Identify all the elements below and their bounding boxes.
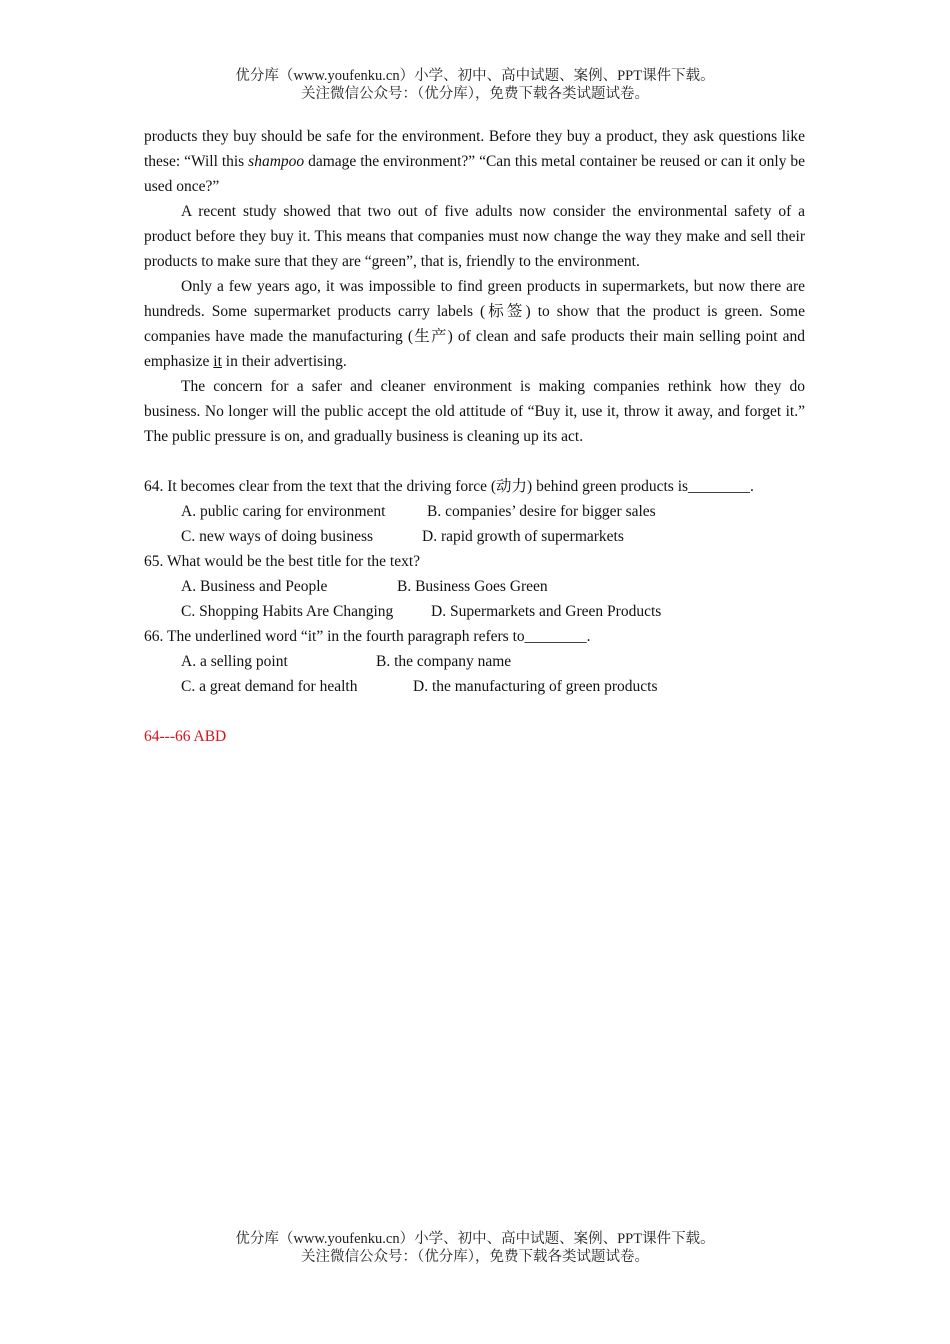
options-row-ab — [181, 649, 805, 674]
question-64 — [144, 474, 805, 549]
passage-paragraph-1 — [144, 124, 805, 199]
question-stem: 66. The underlined word “it” in the fourth paragraph refers to________. — [144, 628, 591, 645]
passage-text: Only a few years ago, it was impossible to find green products in supermarkets, but now there are hundreds. Some supermarket products carry labels (标签) to show that the product is green. Some companies have made the manufacturing (生产) of clean and safe products their main selling point and emphasize — [144, 278, 805, 370]
page-header — [0, 67, 950, 103]
option-c: C. Shopping Habits Are Changing — [181, 603, 394, 620]
passage-text: products they buy should be safe for the environment. Before they buy a product, they ask questions like these: “Will this — [144, 128, 805, 170]
question-stem: 64. It becomes clear from the text that the driving force (动力) behind green products is________. — [144, 478, 754, 495]
option-b: B. the company name — [376, 653, 512, 670]
question-65 — [144, 549, 805, 624]
option-b: B. Business Goes Green — [397, 578, 548, 595]
page-footer — [0, 1230, 950, 1266]
options-row-ab — [181, 499, 805, 524]
option-a: A. Business and People — [181, 578, 328, 595]
option-c: C. new ways of doing business — [181, 528, 374, 545]
option-c: C. a great demand for health — [181, 678, 358, 695]
option-a: A. a selling point — [181, 653, 288, 670]
footer-line-2: 关注微信公众号：（优分库），免费下载各类试题试卷。 — [301, 1249, 649, 1265]
options-row-cd — [181, 524, 805, 549]
footer-line-1: 优分库（www.youfenku.cn）小学、初中、高中试题、案例、PPT课件下载。 — [235, 1231, 715, 1247]
spacer — [144, 449, 805, 474]
passage-paragraph-4: The concern for a safer and cleaner environment is making companies rethink how they do business. No longer will the public accept the old attitude of “Buy it, use it, throw it away, and forget it.” The public pressure is on, and gradually business is cleaning up its act. — [144, 378, 805, 445]
header-line-1: 优分库（www.youfenku.cn）小学、初中、高中试题、案例、PPT课件下载。 — [235, 68, 715, 84]
option-d: D. rapid growth of supermarkets — [422, 528, 624, 545]
question-stem: 65. What would be the best title for the text? — [144, 553, 421, 570]
passage-paragraph-3 — [144, 274, 805, 374]
option-d: D. Supermarkets and Green Products — [431, 603, 662, 620]
option-d: D. the manufacturing of green products — [413, 678, 658, 695]
options-row-cd — [181, 599, 805, 624]
question-66 — [144, 624, 805, 699]
header-line-2: 关注微信公众号：（优分库），免费下载各类试题试卷。 — [301, 86, 649, 102]
answer-key: 64---66 ABD — [144, 728, 227, 745]
passage-text: damage the environment?” “Can this metal container be reused or can it only be used once?” — [144, 153, 806, 195]
passage-text: in their advertising. — [221, 353, 347, 370]
passage-paragraph-2: A recent study showed that two out of five adults now consider the environmental safety of a product before they buy it. This means that companies must now change the way they make and sell their products to make sure that they are “green”, that is, friendly to the environment. — [144, 203, 805, 270]
option-b: B. companies’ desire for bigger sales — [427, 503, 656, 520]
italic-word-shampoo: shampoo — [248, 153, 305, 170]
option-a: A. public caring for environment — [181, 503, 386, 520]
underlined-word-it: it — [213, 353, 222, 370]
spacer — [144, 699, 805, 724]
options-row-cd — [181, 674, 805, 699]
document-body — [144, 124, 805, 749]
options-row-ab — [181, 574, 805, 599]
